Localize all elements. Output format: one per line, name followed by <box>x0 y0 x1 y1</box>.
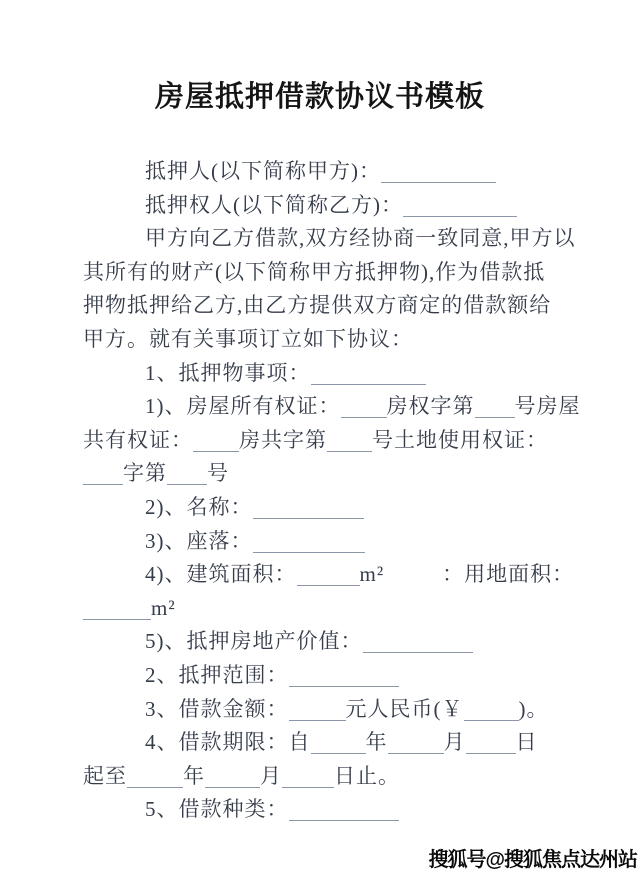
text-segment: 年 <box>183 763 205 788</box>
fill-in-blank-line <box>311 738 366 754</box>
fill-in-blank-line <box>311 369 426 385</box>
text-segment: 房权字第 <box>386 394 475 419</box>
fill-in-blank-line <box>363 637 473 653</box>
text-segment: 共有权证： <box>83 427 193 452</box>
text-segment: 日止。 <box>334 763 400 788</box>
text-segment: 月 <box>443 730 466 755</box>
text-line <box>83 525 563 559</box>
fill-in-blank-line <box>253 537 365 553</box>
sohu-watermark: 搜狐号@搜狐焦点达州站 <box>428 849 637 871</box>
text-segment: 年 <box>365 730 388 755</box>
text-segment: 抵押人(以下简称甲方)： <box>145 159 381 183</box>
fill-in-blank-line <box>167 469 207 485</box>
text-line <box>83 592 563 626</box>
text-segment: m² <box>151 595 176 620</box>
text-segment: 号 <box>207 461 229 486</box>
text-segment: ：用地面积： <box>442 562 575 587</box>
text-segment: 3、借款金额： <box>145 696 289 721</box>
text-segment: 3)、座落： <box>145 528 253 553</box>
text-line <box>83 323 563 357</box>
text-segment: 号房屋 <box>514 394 581 419</box>
text-segment: m² <box>359 562 385 587</box>
text-segment: 日 <box>515 730 538 755</box>
text-segment: 字第 <box>123 461 167 486</box>
fill-in-blank-line <box>83 604 151 620</box>
fill-in-blank-line <box>327 436 372 452</box>
text-line <box>83 457 563 491</box>
fill-in-blank-line <box>381 167 496 183</box>
text-line <box>83 357 563 391</box>
text-segment: 房共字第 <box>239 427 327 452</box>
text-segment: 甲方。就有关事项订立如下协议： <box>83 326 413 351</box>
text-segment: 5)、抵押房地产价值： <box>145 629 363 654</box>
text-segment: 1、抵押物事项： <box>145 360 311 385</box>
fill-in-blank-line <box>464 705 519 721</box>
text-line <box>83 625 563 659</box>
text-line <box>83 222 576 256</box>
text-segment: )。 <box>518 696 549 721</box>
fill-in-blank-line <box>341 402 387 418</box>
fill-in-blank-line <box>475 402 515 418</box>
text-line <box>83 693 563 727</box>
text-line <box>83 491 563 525</box>
text-line <box>83 558 575 592</box>
text-segment: 2、抵押范围： <box>145 662 289 687</box>
text-segment: 其所有的财产(以下简称甲方抵押物),作为借款抵 <box>83 259 546 284</box>
text-segment: 元人民币(￥ <box>345 696 464 721</box>
text-segment: 起至 <box>83 763 127 788</box>
text-segment: 4)、建筑面积： <box>145 562 297 587</box>
text-line <box>83 659 563 693</box>
text-line <box>83 189 563 223</box>
text-line <box>83 793 563 827</box>
fill-in-blank-line <box>83 469 123 485</box>
text-segment: 抵押权人(以下简称乙方)： <box>145 192 403 217</box>
text-segment: 4、借款期限：自 <box>145 730 311 755</box>
text-segment: 押物抵押给乙方,由乙方提供双方商定的借款额给 <box>83 293 552 318</box>
text-line <box>83 424 563 458</box>
fill-in-blank-line <box>193 436 239 452</box>
text-line <box>83 256 563 290</box>
text-line <box>83 289 563 323</box>
text-line <box>83 390 581 424</box>
text-segment: 5、借款种类： <box>145 797 289 822</box>
fill-in-blank-line <box>388 738 444 754</box>
spacing-gap <box>384 580 442 581</box>
text-line <box>83 155 563 189</box>
fill-in-blank-line <box>253 503 364 519</box>
text-segment: 2)、名称： <box>145 494 253 519</box>
page-title: 房屋抵押借款协议书模板 <box>154 81 485 113</box>
fill-in-blank-line <box>127 772 183 788</box>
fill-in-blank-line <box>205 772 260 788</box>
fill-in-blank-line <box>289 805 399 821</box>
fill-in-blank-line <box>466 738 516 754</box>
text-segment: 1)、房屋所有权证： <box>145 394 341 419</box>
text-line <box>83 726 563 760</box>
text-line <box>83 760 563 794</box>
fill-in-blank-line <box>289 705 346 721</box>
document-body <box>83 155 581 827</box>
fill-in-blank-line <box>289 671 399 687</box>
fill-in-blank-line <box>297 570 360 586</box>
fill-in-blank-line <box>282 772 334 788</box>
text-segment: 月 <box>260 763 282 788</box>
text-segment: 甲方向乙方借款,双方经协商一致同意,甲方以 <box>145 226 576 251</box>
text-segment: 号土地使用权证： <box>372 427 548 452</box>
fill-in-blank-line <box>403 201 517 217</box>
